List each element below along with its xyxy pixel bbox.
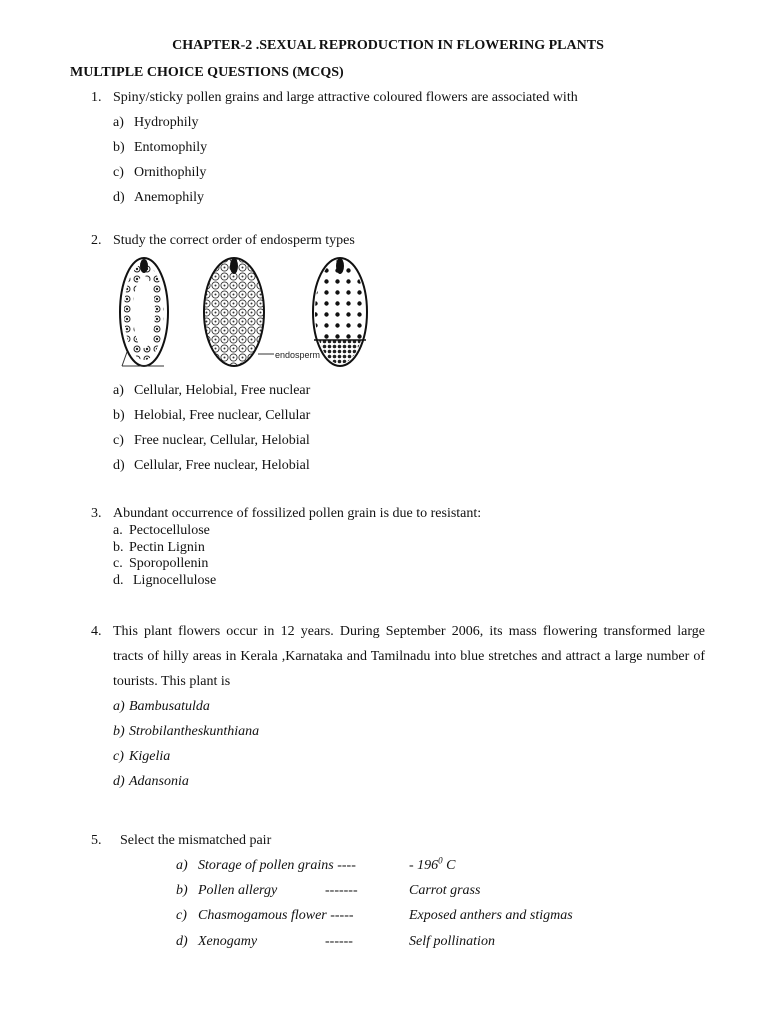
question-text: Spiny/sticky pollen grains and large attractive coloured flowers are associated with: [113, 90, 578, 105]
option-letter: a): [113, 383, 124, 398]
question-text: Select the mismatched pair: [120, 833, 272, 848]
embryo-sac-1: [120, 258, 168, 366]
option-text: Strobilantheskunthiana: [129, 724, 260, 739]
question-text: Study the correct order of endosperm types: [113, 233, 355, 248]
pair-letter: d): [176, 934, 188, 949]
option-letter: d): [113, 458, 125, 473]
embryo-sac-2: [204, 258, 274, 366]
pair-dashes: -------: [325, 883, 358, 898]
option-letter: c): [113, 433, 124, 448]
option-letter: b.: [113, 540, 124, 555]
option-text: Pectin Lignin: [129, 540, 205, 555]
pair-left: Storage of pollen grains ----: [198, 858, 356, 873]
option-text: Ornithophily: [134, 165, 207, 180]
option-text: Cellular, Helobial, Free nuclear: [134, 383, 311, 398]
pair-left: Pollen allergy: [198, 883, 278, 898]
question-number: 3.: [91, 506, 102, 521]
option-text: Bambusatulda: [129, 699, 210, 714]
option-letter: d.: [113, 573, 124, 588]
option-text: Helobial, Free nuclear, Cellular: [134, 408, 311, 423]
option-letter: a): [113, 115, 124, 130]
option-text: Free nuclear, Cellular, Helobial: [134, 433, 310, 448]
pair-left: Xenogamy: [198, 934, 258, 949]
question-text: Abundant occurrence of fossilized pollen grain is due to resistant:: [113, 506, 482, 521]
page-title: CHAPTER-2 .SEXUAL REPRODUCTION IN FLOWERING PLANTS: [172, 38, 604, 53]
pair-right: Self pollination: [409, 934, 495, 949]
option-text: Adansonia: [129, 774, 189, 789]
option-letter: a.: [113, 523, 123, 538]
pair-right: [409, 855, 456, 874]
option-letter: b): [113, 724, 125, 739]
pair-right-value: - 196: [409, 858, 439, 873]
pair-letter: a): [176, 858, 188, 873]
pair-right: Carrot grass: [409, 883, 481, 898]
question-number: 4.: [91, 624, 102, 639]
endosperm-figure: [112, 254, 372, 372]
option-text: Entomophily: [134, 140, 208, 155]
question-text: [113, 619, 705, 694]
option-letter: c): [113, 749, 124, 764]
option-letter: d): [113, 190, 125, 205]
option-text: Hydrophily: [134, 115, 199, 130]
option-letter: a): [113, 699, 125, 714]
option-text: Sporopollenin: [129, 556, 209, 571]
question-line: This plant flowers occur in 12 years. During September 2006, its mass flowering transformed large: [113, 624, 705, 639]
pair-right-superscript: 0: [438, 855, 443, 866]
endosperm-label: endosperm: [275, 350, 321, 360]
question-number: 1.: [91, 90, 102, 105]
question-number: 5.: [91, 833, 102, 848]
question-line: tourists. This plant is: [113, 674, 231, 689]
question-number: 2.: [91, 233, 102, 248]
pair-letter: c): [176, 908, 187, 923]
pair-right: Exposed anthers and stigmas: [409, 908, 573, 923]
section-subtitle: MULTIPLE CHOICE QUESTIONS (MCQS): [70, 65, 344, 80]
option-text: Cellular, Free nuclear, Helobial: [134, 458, 310, 473]
pair-letter: b): [176, 883, 188, 898]
pair-right-unit: C: [442, 858, 456, 873]
option-letter: c.: [113, 556, 123, 571]
embryo-sac-3: [312, 258, 368, 370]
question-line: tracts of hilly areas in Kerala ,Karnataka and Tamilnadu into blue stretches and attract a large number of: [113, 649, 705, 664]
option-text: Anemophily: [134, 190, 204, 205]
option-letter: b): [113, 140, 125, 155]
option-letter: c): [113, 165, 124, 180]
pair-left: Chasmogamous flower -----: [198, 908, 354, 923]
option-letter: d): [113, 774, 125, 789]
pair-dashes: ------: [325, 934, 353, 949]
option-text: Kigelia: [129, 749, 171, 764]
option-text: Pectocellulose: [129, 523, 210, 538]
option-letter: b): [113, 408, 125, 423]
option-text: Lignocellulose: [133, 573, 217, 588]
